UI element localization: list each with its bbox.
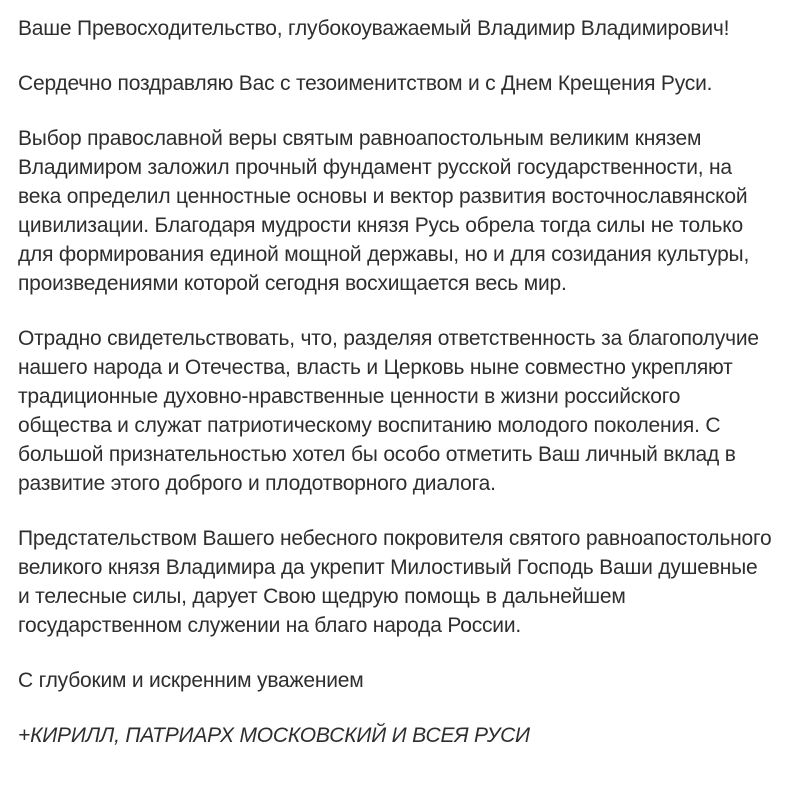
paragraph-congratulation: Сердечно поздравляю Вас с тезоименитством и с Днем Крещения Руси. — [18, 72, 713, 95]
paragraph-salutation: Ваше Превосходительство, глубокоуважаемый Владимир Владимирович! — [18, 17, 730, 40]
paragraph-body-1: Выбор православной веры святым равноапостольным великим князем Владимиром заложил прочный фундамент русской государственности, на века определил ценностные основы и вектор развития восточнославянской цивилизации. Благодаря мудрости князя Русь обрела тогда силы не только для формирования единой мощной державы, но и для созидания культуры, произведениями которой сегодня восхищается весь мир. — [18, 127, 750, 295]
paragraph-body-2: Отрадно свидетельствовать, что, разделяя ответственность за благополучие нашего народа и Отечества, власть и Церковь ныне совместно укрепляют традиционные духовно-нравственные ценности в жизни российского общества и служат патриотическому воспитанию молодого поколения. С большой признательностью хотел бы особо отметить Ваш личный вклад в развитие этого доброго и плодотворного диалога. — [18, 327, 759, 495]
paragraph-body-3: Предстательством Вашего небесного покровителя святого равноапостольного великого князя Владимира да укрепит Милостивый Господь Ваши душевные и телесные силы, дарует Свою щедрую помощь в дальнейшем государственном служении на благо народа России. — [18, 527, 772, 637]
paragraph-closing: С глубоким и искренним уважением — [18, 669, 364, 692]
signature-line: +КИРИЛЛ, ПАТРИАРХ МОСКОВСКИЙ И ВСЕЯ РУСИ — [18, 724, 530, 747]
